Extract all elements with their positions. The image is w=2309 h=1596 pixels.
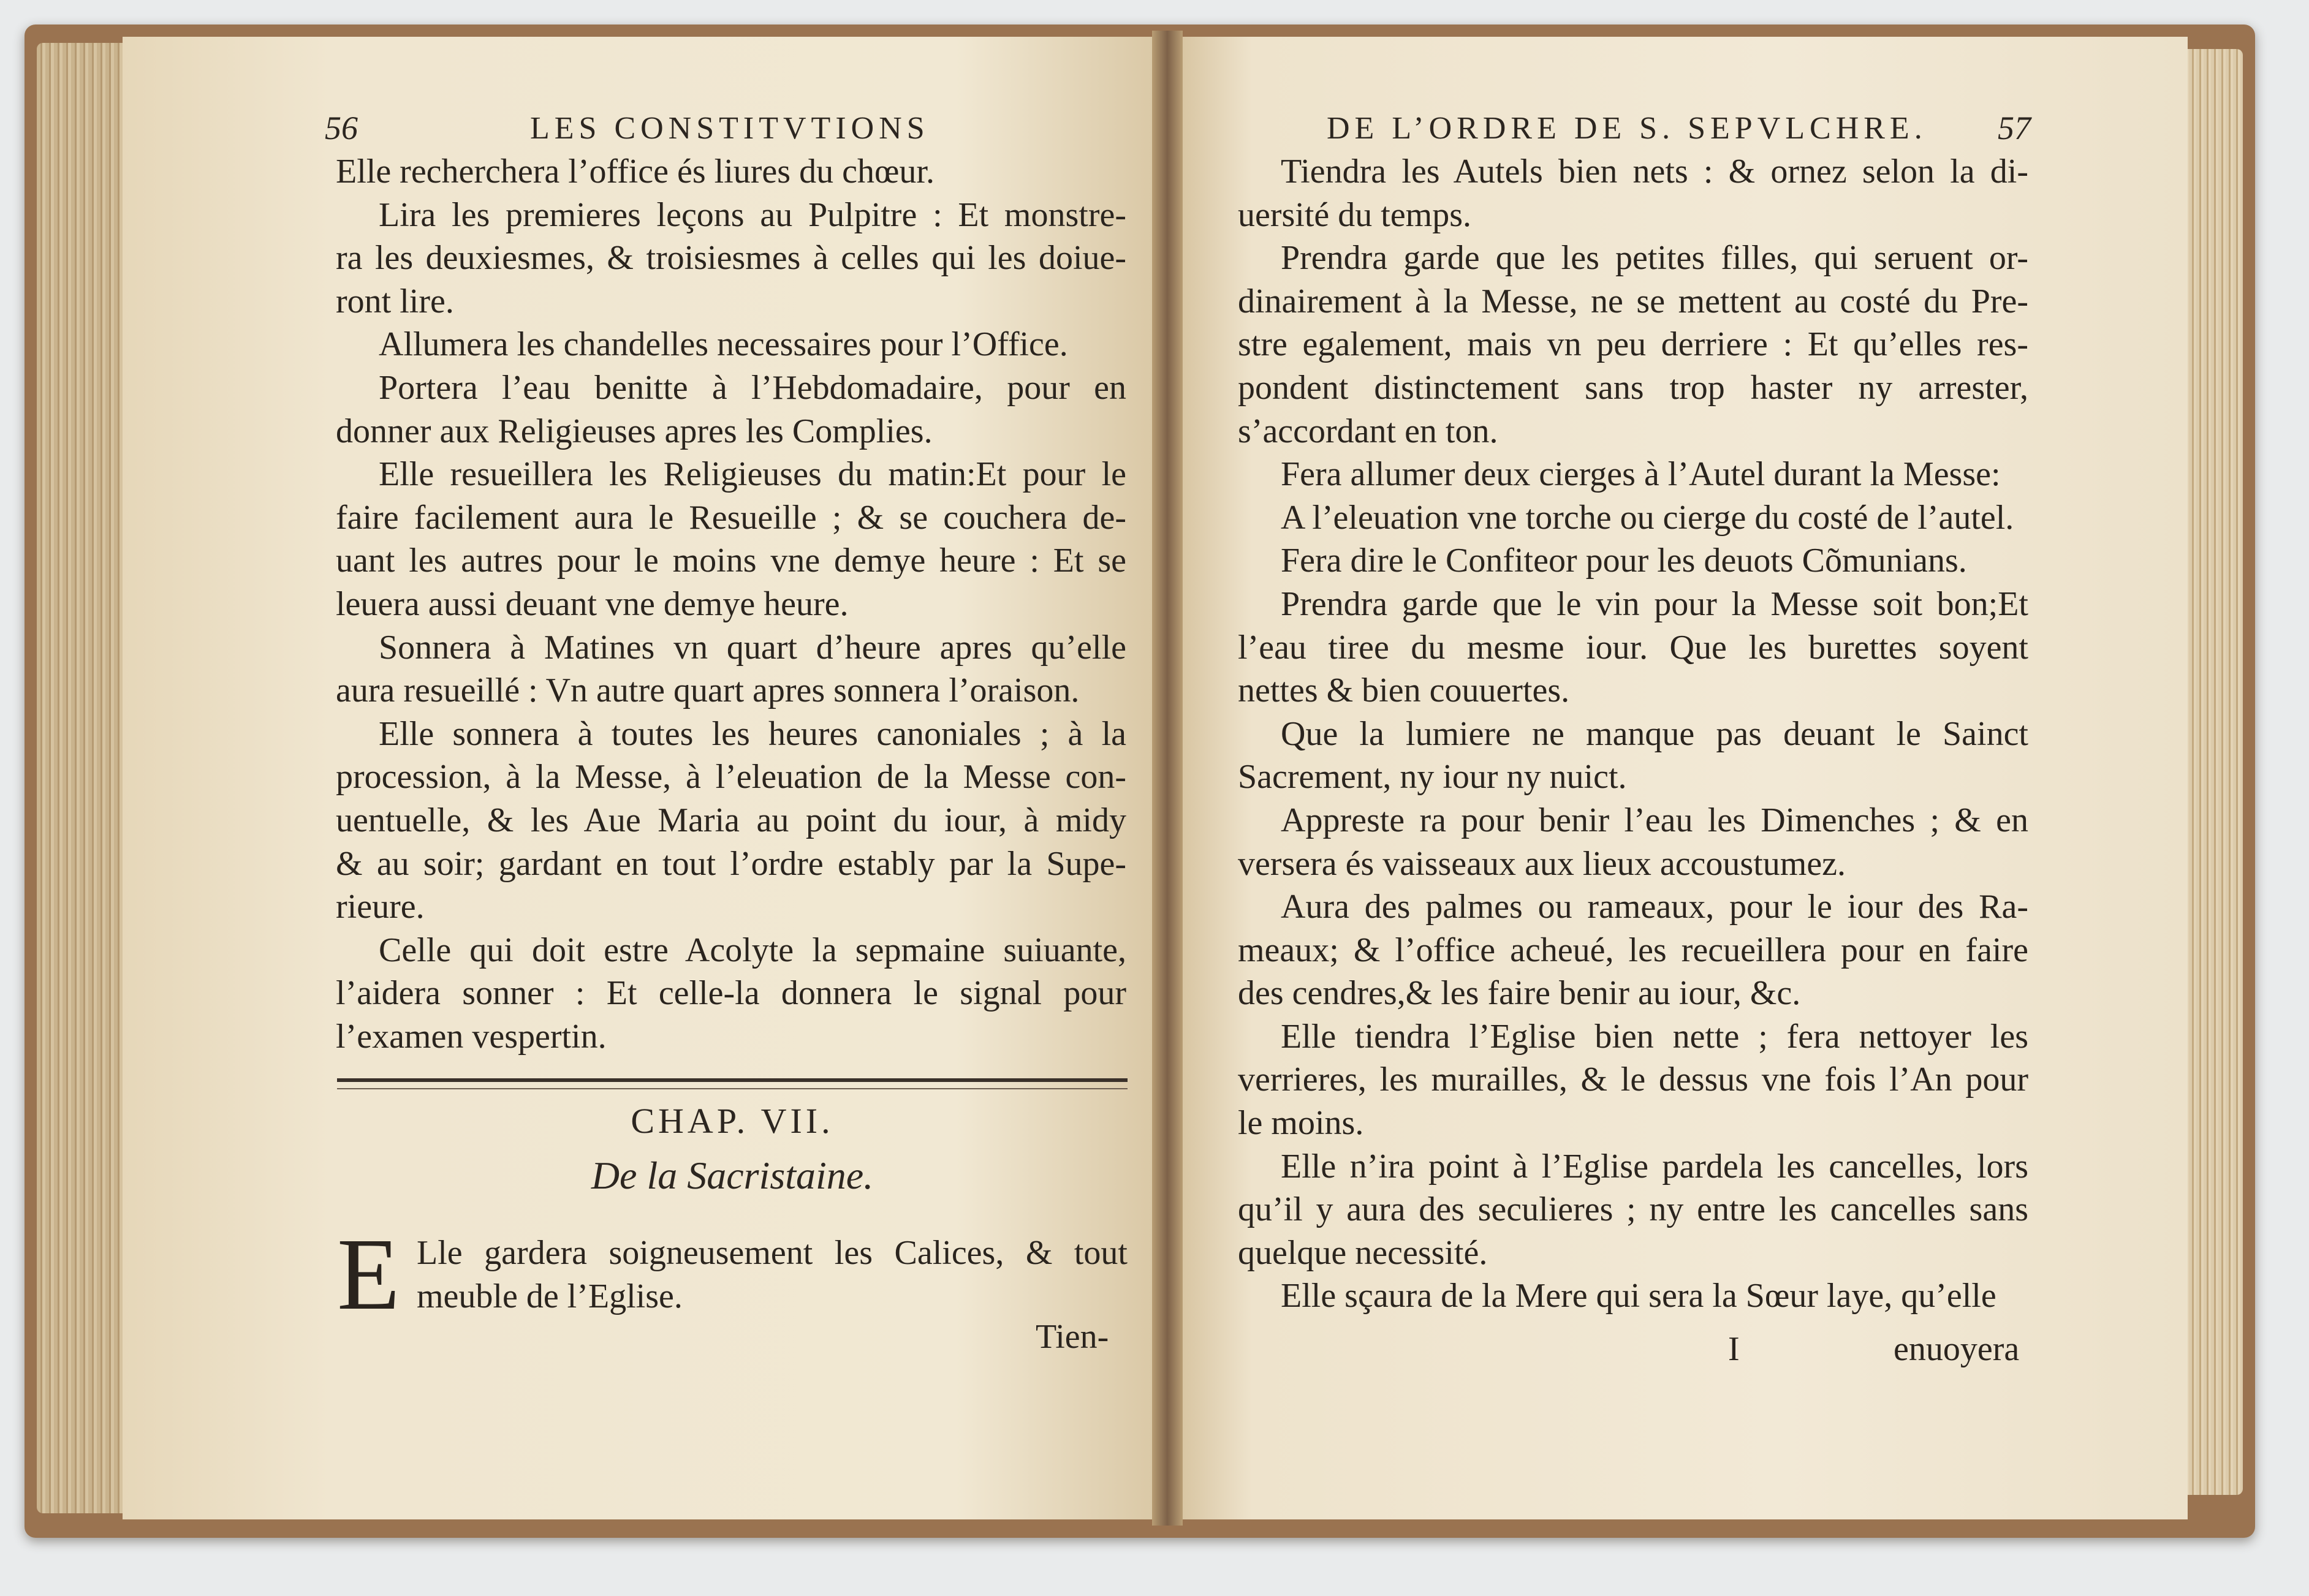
text-line: & au soir; gardant en tout l’ordre estably par la Supe-: [336, 844, 1126, 883]
text-line: Allumera les chandelles necessaires pour l’Office.: [379, 325, 1068, 364]
text-line: Prendra garde que les petites filles, qui seruent or-: [1281, 239, 2028, 278]
text-line: l’eau tiree du mesme iour. Que les burettes soyent: [1238, 628, 2028, 667]
text-line: Elle sçaura de la Mere qui sera la Sœur laye, qu’elle: [1281, 1277, 1996, 1315]
chapter-subtitle: De la Sacristaine.: [591, 1154, 874, 1197]
text-line: nettes & bien couuertes.: [1238, 671, 1570, 710]
text-line: uentuelle, & les Aue Maria au point du iour, à midy: [336, 801, 1126, 839]
text-line: Fera dire le Confiteor pour les deuots Cõmunians.: [1281, 542, 1967, 580]
chapter-opening-text: [417, 1231, 1128, 1318]
text-line: Celle qui doit estre Acolyte la sepmaine suiuante,: [379, 931, 1126, 969]
text-line: dinairement à la Messe, ne se mettent au costé du Pre-: [1238, 282, 2028, 320]
text-line: Aura des palmes ou rameaux, pour le iour des Ra-: [1281, 888, 2028, 926]
text-line: donner aux Religieuses apres les Complies.: [336, 412, 933, 450]
left-running-head: LES CONSTITVTIONS: [530, 111, 930, 146]
text-line: A l’eleuation vne torche ou cierge du costé de l’autel.: [1281, 498, 2014, 537]
text-line: faire facilement aura le Resueille ; & se couchera de-: [336, 498, 1126, 537]
chapter-title: CHAP. VII.: [631, 1101, 834, 1141]
text-line: quelque necessité.: [1238, 1233, 1488, 1272]
right-catchword: enuoyera: [1894, 1330, 2020, 1368]
text-line: Elle recherchera l’office és liures du chœur.: [336, 153, 935, 191]
text-line: l’examen vespertin.: [336, 1017, 607, 1056]
text-line: verrieres, les murailles, & le dessus vne fois l’An pour: [1238, 1061, 2028, 1099]
page-edges-right: [2182, 49, 2243, 1495]
text-line: Elle sonnera à toutes les heures canoniales ; à la: [379, 714, 1126, 753]
left-catchword: Tien-: [1036, 1318, 1109, 1356]
text-line: meuble de l’Eglise.: [417, 1277, 683, 1315]
text-line: Tiendra les Autels bien nets : & ornez selon la di-: [1281, 153, 2028, 191]
signature-mark: I: [1728, 1330, 1740, 1368]
text-line: qu’il y aura des seculieres ; ny entre les cancelles sans: [1238, 1190, 2028, 1229]
right-running-head: DE L’ORDRE DE S. SEPVLCHRE.: [1327, 111, 1927, 146]
chapter-rule: [337, 1078, 1128, 1089]
text-line: ra les deuxiesmes, & troisiesmes à celles qui les doiue-: [336, 239, 1126, 278]
text-line: meaux; & l’office acheué, les recueillera pour en faire: [1238, 931, 2028, 969]
text-line: Lira les premieres leçons au Pulpitre : Et monstre-: [379, 195, 1126, 234]
text-line: Sonnera à Matines vn quart d’heure apres qu’elle: [379, 628, 1126, 667]
text-line: Elle resueillera les Religieuses du matin:Et pour le: [379, 455, 1126, 494]
text-line: ront lire.: [336, 282, 454, 320]
text-line: s’accordant en ton.: [1238, 412, 1498, 450]
text-line: stre egalement, mais vn peu derriere : Et qu’elles res-: [1238, 325, 2028, 364]
text-line: le moins.: [1238, 1104, 1364, 1143]
text-line: Elle n’ira point à l’Eglise pardela les cancelles, lors: [1281, 1147, 2028, 1186]
text-line: Fera allumer deux cierges à l’Autel durant la Messe:: [1281, 455, 2001, 494]
text-line: l’aidera sonner : Et celle-la donnera le signal pour: [336, 974, 1126, 1013]
text-line: Sacrement, ny iour ny nuict.: [1238, 758, 1627, 796]
text-line: uant les autres pour le moins vne demye heure : Et se: [336, 542, 1126, 580]
right-folio: 57: [1998, 110, 2031, 146]
text-line: Elle tiendra l’Eglise bien nette ; fera nettoyer les: [1281, 1017, 2028, 1056]
text-line: Portera l’eau benitte à l’Hebdomadaire, pour en: [379, 368, 1126, 407]
text-line: pondent distinctement sans trop haster ny arrester,: [1238, 368, 2028, 407]
text-line: uersité du temps.: [1238, 195, 1472, 234]
right-body-text: [1238, 150, 2028, 1318]
book-gutter: [1152, 31, 1183, 1526]
text-line: Appreste ra pour benir l’eau les Dimenches ; & en: [1281, 801, 2028, 839]
text-line: Que la lumiere ne manque pas deuant le Sainct: [1281, 714, 2028, 753]
text-line: des cendres,& les faire benir au iour, &c.: [1238, 974, 1801, 1013]
dropcap-letter: E: [337, 1217, 400, 1331]
text-line: versera és vaisseaux aux lieux accoustumez.: [1238, 844, 1846, 883]
text-line: leuera aussi deuant vne demye heure.: [336, 584, 849, 623]
text-line: rieure.: [336, 888, 425, 926]
text-line: Lle gardera soigneusement les Calices, & tout: [417, 1234, 1128, 1272]
text-line: Prendra garde que le vin pour la Messe soit bon;Et: [1281, 584, 2028, 623]
text-line: procession, à la Messe, à l’eleuation de la Messe con-: [336, 758, 1126, 796]
text-line: aura resueillé : Vn autre quart apres sonnera l’oraison.: [336, 671, 1080, 710]
left-body-text: [336, 150, 1126, 1058]
left-folio: 56: [325, 110, 358, 146]
